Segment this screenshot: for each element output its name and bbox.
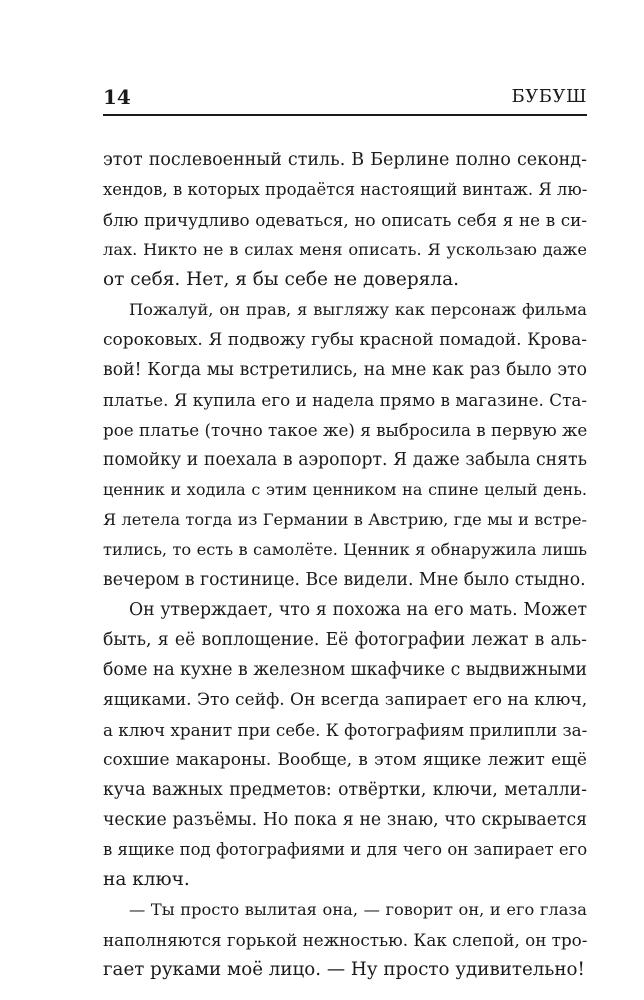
text-line: а ключ хранит при себе. К фотографиям прилипли за- <box>103 720 588 740</box>
text-line: быть, я её воплощение. Её фотографии лежат в аль- <box>103 630 587 650</box>
text-line: куча важных предметов: отвёртки, ключи, металли- <box>103 780 587 800</box>
running-head: БУБУШ <box>511 86 587 107</box>
text-line: платье. Я купила его и надела прямо в магазине. Ста- <box>103 390 587 410</box>
text-line: вой! Когда мы встретились, на мне как раз было это <box>103 360 587 380</box>
text-line: на ключ. <box>103 869 190 890</box>
text-line: в ящике под фотографиями и для чего он запирает его <box>103 840 588 859</box>
paragraph-1 <box>103 145 587 295</box>
text-line: хендов, в которых продаётся настоящий винтаж. Я лю- <box>103 180 588 199</box>
text-line: наполняются горькой нежностью. Как слепой, он тро- <box>103 930 588 950</box>
page-header <box>103 84 587 116</box>
text-line: ческие разъёмы. Но пока я не знаю, что скрывается <box>103 810 587 830</box>
page-number: 14 <box>103 85 131 109</box>
paragraph-3 <box>103 595 587 895</box>
text-line: помойку и поехала в аэропорт. Я даже забыла снять <box>103 450 587 470</box>
text-line: тились, то есть в самолёте. Ценник я обнаружила лишь <box>103 540 587 559</box>
text-line: Я летела тогда из Германии в Австрию, где мы и встре- <box>103 510 587 529</box>
text-line: Пожалуй, он прав, я выгляжу как персонаж фильма <box>129 300 587 319</box>
text-line: гает руками моё лицо. — Ну просто удивительно! <box>103 959 585 980</box>
text-line: блю причудливо одеваться, но описать себя я не в си- <box>103 210 587 230</box>
text-line: ценник и ходила с этим ценником на спине целый день. <box>103 480 587 499</box>
text-line: сороковых. Я подвожу губы красной помадой. Крова- <box>103 330 587 350</box>
text-line: вечером в гостинице. Все видели. Мне было стыдно. <box>103 570 586 590</box>
paragraph-2 <box>103 295 587 595</box>
body-text <box>103 145 587 985</box>
text-line: этот послевоенный стиль. В Берлине полно секонд- <box>103 150 587 170</box>
text-line: сохшие макароны. Вообще, в этом ящике лежит ещё <box>103 750 587 770</box>
text-line: рое платье (точно такое же) я выбросила в первую же <box>103 420 588 440</box>
text-line: ящиками. Это сейф. Он всегда запирает его на ключ, <box>103 690 588 710</box>
paragraph-4 <box>103 895 587 985</box>
text-line: боме на кухне в железном шкафчике с выдвижными <box>103 660 588 680</box>
text-line: — Ты просто вылитая она, — говорит он, и его глаза <box>129 900 587 919</box>
text-line: от себя. Нет, я бы себе не доверяла. <box>103 269 460 290</box>
text-line: лах. Никто не в силах меня описать. Я ускользаю даже <box>103 240 587 259</box>
text-line: Он утверждает, что я похожа на его мать. Может <box>129 600 587 620</box>
